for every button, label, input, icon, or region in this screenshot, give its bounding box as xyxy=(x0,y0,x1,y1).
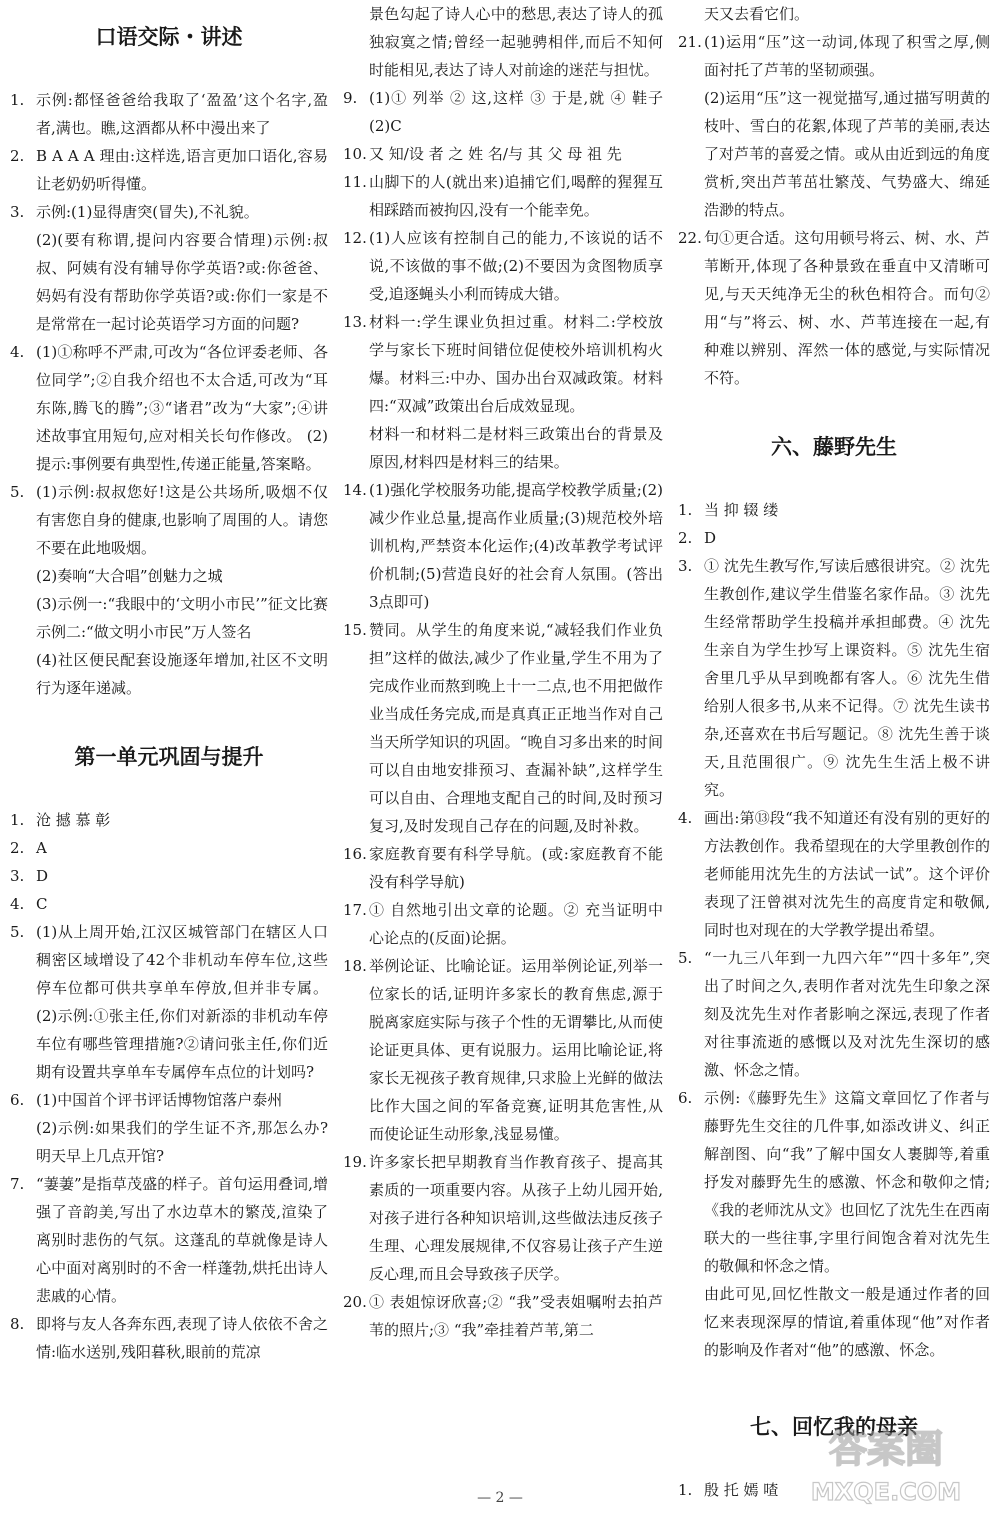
indent xyxy=(10,590,36,646)
answer-text: “萋萋”是指草茂盛的样子。首句运用叠词,增强了音韵美,写出了水边草木的繁茂,渲染了离别时悲伤的气氛。这蓬乱的草就像是诗人心中面对离别时的不舍一样蓬勃,烘托出诗人悲戚的心情。 xyxy=(36,1175,328,1305)
answer-text: (1)运用“压”这一动词,体现了积雪之厚,侧面衬托了芦苇的坚韧顽强。 xyxy=(704,33,990,79)
answer-paragraph xyxy=(10,562,328,590)
answer-item xyxy=(10,86,328,142)
answer-text: 天又去看它们。 xyxy=(704,5,810,23)
answer-text: (1)① 列举 ② 这,这样 ③ 于是,就 ④ 鞋子 (2)C xyxy=(369,89,663,135)
answer-text: D xyxy=(36,867,49,885)
answer-item xyxy=(678,524,990,552)
answer-text: (1)强化学校服务功能,提高学校教学质量;(2)减少作业总量,提高作业质量;(3)规范校外培训机构,严禁资本化运作;(4)改革教学考试评价机制;(5)营造良好的社会育人氛围。(答出3点即可) xyxy=(369,481,663,611)
answer-text: 由此可见,回忆性散文一般是通过作者的回忆来表现深厚的情谊,着重体现“他”对作者的影响及作者对“他”的感激、怀念。 xyxy=(704,1285,990,1359)
indent xyxy=(10,226,36,338)
answer-number: 22. xyxy=(678,229,702,247)
answer-item xyxy=(678,496,990,524)
answer-item xyxy=(343,1148,663,1288)
answer-number: 12. xyxy=(343,229,367,247)
answer-item xyxy=(343,84,663,140)
answer-number: 16. xyxy=(343,845,367,863)
answer-number: 4. xyxy=(10,343,25,361)
answer-text: ① 自然地引出文章的论题。② 充当证明中心论点的(反面)论据。 xyxy=(369,901,663,947)
answer-text: 材料一和材料二是材料三政策出台的背景及原因,材料四是材料三的结果。 xyxy=(369,425,663,471)
answer-number: 17. xyxy=(343,901,367,919)
answer-item xyxy=(343,1288,663,1344)
answer-item xyxy=(10,862,328,890)
answer-text: 画出:第⑬段“我不知道还有没有别的更好的方法教创作。我希望现在的大学里教创作的老师能用沈先生的方法试一试”。这个评价表现了汪曾祺对沈先生的高度肯定和敬佩,同时也对现在的大学教学提出希望。 xyxy=(704,809,990,939)
answer-number: 6. xyxy=(10,1091,25,1109)
answer-item xyxy=(10,142,328,198)
answer-item xyxy=(343,476,663,616)
answer-number: 4. xyxy=(10,895,25,913)
answer-text: (1)示例:叔叔您好!这是公共场所,吸烟不仅有害您自身的健康,也影响了周围的人。请您不要在此地吸烟。 xyxy=(36,483,328,557)
answer-number: 5. xyxy=(10,483,25,501)
answer-number: 8. xyxy=(10,1315,25,1333)
answer-item xyxy=(343,224,663,308)
answer-text: (1)从上周开始,江汉区城管部门在辖区人口稠密区域增设了42个非机动车停车位,这些停车位都可供共享单车停放,但并非专属。 (2)示例:①张主任,你们对新添的非机动车停车位有哪些管理措施?②请问张主任,你们近期有设置共享单车专属停车点位的计划吗? xyxy=(36,923,328,1081)
answer-number: 20. xyxy=(343,1293,367,1311)
answer-number: 1. xyxy=(10,91,25,109)
answer-text: (4)社区便民配套设施逐年增加,社区不文明行为逐年递减。 xyxy=(36,651,328,697)
answer-number: 11. xyxy=(343,173,367,191)
answer-item xyxy=(678,1084,990,1280)
answer-text: 又 知/设 者 之 姓 名/与 其 父 母 祖 先 xyxy=(369,145,622,163)
answer-paragraph xyxy=(678,0,990,28)
indent xyxy=(343,0,369,84)
answer-item xyxy=(343,616,663,840)
spacer xyxy=(10,702,328,742)
spacer xyxy=(678,1364,990,1412)
spacer xyxy=(10,772,328,806)
watermark-url: MXQE.COM xyxy=(810,1478,962,1506)
answer-number: 13. xyxy=(343,313,367,331)
answer-text: (2)奏响“大合唱”创魅力之城 xyxy=(36,567,223,585)
answer-item xyxy=(343,308,663,420)
answer-item xyxy=(343,140,663,168)
answer-item xyxy=(10,890,328,918)
answer-number: 15. xyxy=(343,621,367,639)
answer-number: 7. xyxy=(10,1175,25,1193)
answer-text: 即将与友人各奔东西,表现了诗人依依不舍之情:临水送别,残阳暮秋,眼前的荒凉 xyxy=(36,1315,328,1361)
answer-number: 1. xyxy=(678,501,693,519)
answer-number: 1. xyxy=(10,811,25,829)
answer-number: 1. xyxy=(678,1481,693,1499)
indent xyxy=(678,0,704,28)
answer-text: (1)中国首个评书评话博物馆落户泰州 xyxy=(36,1091,283,1109)
answer-item xyxy=(10,478,328,562)
answer-paragraph xyxy=(343,420,663,476)
watermark-logo xyxy=(786,1418,986,1508)
indent xyxy=(10,646,36,702)
answer-text: (2)运用“压”这一视觉描写,通过描写明黄的枝叶、雪白的花絮,体现了芦苇的美丽,表达了对芦苇的喜爱之情。或从由近到远的角度赏析,突出芦苇茁壮繁茂、气势盛大、绵延浩渺的特点。 xyxy=(704,89,990,219)
answer-number: 21. xyxy=(678,33,702,51)
answer-number: 19. xyxy=(343,1153,367,1171)
answer-number: 18. xyxy=(343,957,367,975)
answer-text: (2)(要有称谓,提问内容要合情理)示例:叔叔、阿姨有没有辅导你学英语?或:你爸爸、妈妈有没有帮助你学英语?或:你们一家是不是常常在一起讨论英语学习方面的问题? xyxy=(36,231,328,333)
answer-item xyxy=(10,1086,328,1114)
answer-item xyxy=(10,806,328,834)
answer-paragraph xyxy=(10,590,328,646)
answer-number: 3. xyxy=(10,867,25,885)
answer-item xyxy=(343,896,663,952)
answer-number: 2. xyxy=(10,147,25,165)
answer-text: D xyxy=(704,529,717,547)
column-left xyxy=(10,0,328,1464)
answer-paragraph xyxy=(678,84,990,224)
answer-text: B A A A 理由:这样选,语言更加口语化,容易让老奶奶听得懂。 xyxy=(36,147,328,193)
section-heading: 第一单元巩固与提升 xyxy=(74,745,264,769)
answer-text: 当 抑 辍 缕 xyxy=(704,501,779,519)
answer-text: 材料一:学生课业负担过重。材料二:学校放学与家长下班时间错位促使校外培训机构火爆。材料三:中办、国办出台双减政策。材料四:“双减”政策出台后成效显现。 xyxy=(369,313,663,415)
answer-text: ① 沈先生教写作,写读后感很讲究。② 沈先生教创作,建议学生借鉴名家作品。③ 沈先生经常帮助学生投稿并承担邮费。④ 沈先生亲自为学生抄写上课资料。⑤ 沈先生宿舍里几乎从早到晚都有客人。⑥ 沈先生借给别人很多书,从来不记得。⑦ 沈先生读书杂,还喜欢在书后写题记。⑧ 沈先生善于谈天,且范围很广。⑨ 沈先生生活上极不讲究。 xyxy=(704,557,990,799)
answer-text: 沧 撼 慕 彰 xyxy=(36,811,111,829)
answer-text: 示例:都怪爸爸给我取了‘盈盈’这个名字,盈者,满也。瞧,这酒都从杯中漫出来了 xyxy=(36,91,328,137)
answer-item xyxy=(10,1310,328,1366)
answer-item xyxy=(678,944,990,1084)
answer-text: 景色勾起了诗人心中的愁思,表达了诗人的孤独寂寞之情;曾经一起驰骋相伴,而后不知何时能相见,表达了诗人对前途的迷茫与担忧。 xyxy=(369,5,663,79)
answer-text: 示例:(1)显得唐突(冒失),不礼貌。 xyxy=(36,203,259,221)
indent xyxy=(678,84,704,224)
column-middle xyxy=(343,0,663,1464)
spacer xyxy=(10,0,328,22)
answer-item xyxy=(343,168,663,224)
answer-text: (1)①称呼不严肃,可改为“各位评委老师、各位同学”;②自我介绍也不太合适,可改为“耳东陈,腾飞的腾”;③“诸君”改为“大家”;④讲述故事宜用短句,应对相关长句作修改。 (2)提示:事例要有典型性,传递正能量,答案略。 xyxy=(36,343,328,473)
answer-number: 4. xyxy=(678,809,693,827)
answer-text: (3)示例一:“我眼中的‘文明小市民’”征文比赛 示例二:“做文明小市民”万人签名 xyxy=(36,595,328,641)
spacer xyxy=(678,392,990,432)
answer-item xyxy=(678,28,990,84)
answer-text: 许多家长把早期教育当作教育孩子、提高其素质的一项重要内容。从孩子上幼儿园开始,对孩子进行各种知识培训,这些做法违反孩子生理、心理发展规律,不仅容易让孩子产生逆反心理,而且会导致孩子厌学。 xyxy=(369,1153,663,1283)
answer-number: 3. xyxy=(10,203,25,221)
answer-item xyxy=(343,840,663,896)
answer-item xyxy=(10,338,328,478)
answer-text: 赞同。从学生的角度来说,“减轻我们作业负担”这样的做法,减少了作业量,学生不用为了完成作业而熬到晚上十一二点,也不用把做作业当成任务完成,而是真真正正地当作对自己当天所学知识的巩固。“晚自习多出来的时间可以自由地安排预习、查漏补缺”,这样学生可以自由、合理地支配自己的时间,及时预习复习,及时发现自己存在的问题,及时补救。 xyxy=(369,621,663,835)
section-heading: 口语交际・讲述 xyxy=(95,25,243,49)
section-heading: 六、藤野先生 xyxy=(771,435,897,459)
answer-text: 举例论证、比喻论证。运用举例论证,列举一位家长的话,证明许多家长的教育焦虑,源于脱离家庭实际与孩子个性的无谓攀比,从而使论证更具体、更有说服力。运用比喻论证,将家长无视孩子教育规律,只求脸上光鲜的做法比作大国之间的军备竞赛,证明其危害性,从而使论证生动形象,浅显易懂。 xyxy=(369,957,663,1143)
answer-text: (1)人应该有控制自己的能力,不该说的话不说,不该做的事不做;(2)不要因为贪图物质享受,追逐蝇头小利而铸成大错。 xyxy=(369,229,663,303)
answer-number: 6. xyxy=(678,1089,693,1107)
answer-paragraph xyxy=(10,1114,328,1170)
answer-item xyxy=(343,952,663,1148)
indent xyxy=(343,420,369,476)
answer-number: 5. xyxy=(10,923,25,941)
answer-number: 2. xyxy=(10,839,25,857)
answer-text: C xyxy=(36,895,48,913)
answer-text: “一九三八年到一九四六年”“四十多年”,突出了时间之久,表明作者对沈先生印象之深刻及沈先生对作者影响之深远,表现了作者对往事流逝的感慨以及对沈先生深切的感激、怀念之情。 xyxy=(704,949,990,1079)
answer-item xyxy=(10,198,328,226)
indent xyxy=(678,1280,704,1364)
spacer xyxy=(678,462,990,496)
answer-text: (2)示例:如果我们的学生证不齐,那怎么办?明天早上几点开馆? xyxy=(36,1119,328,1165)
section-heading: 七、回忆我的母亲 xyxy=(750,1415,918,1439)
answer-paragraph xyxy=(343,0,663,84)
answer-item xyxy=(10,918,328,1086)
answer-text: 殷 托 嫣 喳 xyxy=(704,1481,779,1499)
answer-paragraph xyxy=(678,1280,990,1364)
answer-number: 2. xyxy=(678,529,693,547)
indent xyxy=(10,562,36,590)
answer-number: 3. xyxy=(678,557,693,575)
answer-item xyxy=(10,834,328,862)
answer-number: 14. xyxy=(343,481,367,499)
answer-item xyxy=(678,224,990,392)
answer-text: A xyxy=(36,839,47,857)
answer-text: 山脚下的人(就出来)追捕它们,喝醉的猩猩互相踩踏而被拘囚,没有一个能幸免。 xyxy=(369,173,663,219)
answer-text: 示例:《藤野先生》这篇文章回忆了作者与藤野先生交往的几件事,如添改讲义、纠正解剖图、向“我”了解中国女人裹脚等,着重抒发对藤野先生的感激、怀念和敬仰之情;《我的老师沈从文》也回忆了沈先生在西南联大的一些往事,字里行间饱含着对沈先生的敬佩和怀念之情。 xyxy=(704,1089,990,1275)
answer-text: ① 表姐惊讶欣喜;② “我”受表姐嘱咐去拍芦苇的照片;③ “我”牵挂着芦苇,第二 xyxy=(369,1293,663,1339)
answer-number: 10. xyxy=(343,145,367,163)
answer-item xyxy=(10,1170,328,1310)
watermark-brand: 答案圈 xyxy=(828,1427,944,1471)
indent xyxy=(10,1114,36,1170)
answer-text: 句①更合适。这句用顿号将云、树、水、芦苇断开,体现了各种景致在垂直中又清晰可见,与天天纯净无尘的秋色相符合。而句②用“与”将云、树、水、芦苇连接在一起,有种难以辨别、浑然一体的感觉,与实际情况不符。 xyxy=(704,229,990,387)
answer-item xyxy=(678,552,990,804)
answer-paragraph xyxy=(10,646,328,702)
answer-item xyxy=(678,804,990,944)
answer-number: 9. xyxy=(343,89,358,107)
answer-paragraph xyxy=(10,226,328,338)
answer-text: 家庭教育要有科学导航。(或:家庭教育不能没有科学导航) xyxy=(369,845,663,891)
spacer xyxy=(10,52,328,86)
page-number: — 2 — xyxy=(477,1490,523,1506)
answer-number: 5. xyxy=(678,949,693,967)
